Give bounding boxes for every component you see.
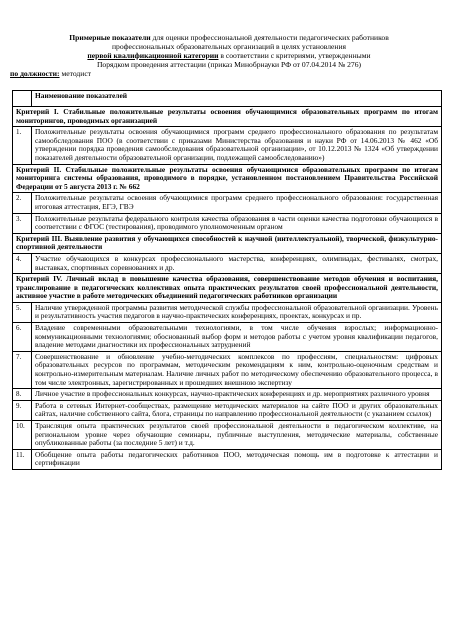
indicator-text: Владение современными образовательными технологиями, в том числе обучения взрослых; информационно-коммуникационными технологиями; обоснованный выбор форм и методов работы с учетом уровня квалификации педагогов, владение методами диагностики их профессиональных затруднений [32, 323, 442, 352]
indicator-row [13, 323, 442, 352]
criterion-title: Критерий I. Стабильные положительные результаты освоения обучающимися образовательных программ по итогам мониторингов, проводимых организацией [13, 107, 442, 127]
indicator-number: 8. [13, 389, 32, 401]
indicator-row [13, 351, 442, 388]
indicator-text: Положительные результаты освоения обучающимися программ среднего профессионального образования: государственная итоговая аттестация, ЕГЭ, ГВЭ [32, 193, 442, 213]
document-header [18, 33, 440, 69]
indicator-number: 1. [13, 127, 32, 164]
indicator-number: 2. [13, 193, 32, 213]
table-header-row [13, 91, 442, 107]
indicator-number: 4. [13, 253, 32, 273]
criterion-row [13, 274, 442, 303]
indicator-row [13, 213, 442, 233]
criterion-title: Критерий IV. Личный вклад в повышение качества образования, совершенствование методов обучения и воспитания, транслирование в педагогических коллективах опыта практических результатов своей профессиональной деятельности, активное участие в работе методических объединений педагогических работников организации [13, 274, 442, 303]
header-line-4: Порядком проведения аттестации (приказ Минобрнауки РФ от 07.04.2014 № 276) [96, 60, 362, 69]
indicator-text: Трансляция опыта практических результатов своей профессиональной деятельности в педагогическом коллективе, на региональном уровне через обучающие семинары, публичные выступления, методические материалы, собственные опубликованные работы (за последние 5 лет) и т.д. [32, 421, 442, 450]
indicator-row [13, 302, 442, 322]
criterion-title: Критерий II. Стабильные положительные результаты освоения обучающимися образовательных программ по итогам мониторинга системы образования, проводимого в порядке, установленном постановлением Правительства Российской Федерации от 5 августа 2013 г. № 662 [13, 164, 442, 193]
criterion-row [13, 107, 442, 127]
indicator-number: 7. [13, 351, 32, 388]
indicator-number: 5. [13, 302, 32, 322]
header-line-3 [18, 51, 440, 60]
table-header-num-cell [13, 91, 32, 107]
indicator-row [13, 449, 442, 469]
indicators-table [12, 90, 442, 470]
header-title-rest: для оценки профессиональной деятельности педагогических работников [150, 33, 389, 42]
indicator-number: 9. [13, 400, 32, 420]
criterion-title: Критерий III. Выявление развития у обучающихся способностей к научной (интеллектуальной), творческой, физкультурно-спортивной деятельности [13, 233, 442, 253]
indicator-row [13, 253, 442, 273]
indicator-number: 11. [13, 449, 32, 469]
indicator-text: Личное участие в профессиональных конкурсах, научно-практических конференциях и др. мероприятиях различного уровня [32, 389, 442, 401]
indicator-row [13, 400, 442, 420]
header-category-rest: в соответствии с критериями, утвержденными [218, 51, 371, 60]
indicator-row [13, 421, 442, 450]
indicator-text: Совершенствование и обновление учебно-методических комплексов по профессиям, специальностям: цифровых образовательных ресурсов по программам, методическим рекомендациям к ним, контрольно-оценочным средствам и контрольно-измерительным материалам. Наличие личных работ по методическому обеспечению образовательного процесса, в том числе электронных, зарегистрированных и прошедших внешнюю экспертизу [32, 351, 442, 388]
position-value: методист [59, 69, 92, 78]
criterion-row [13, 164, 442, 193]
indicator-text: Участие обучающихся в конкурсах профессионального мастерства, конференциях, олимпиадах, фестивалях, смотрах, выставках, спортивных соревнованиях и др. [32, 253, 442, 273]
header-category: первой квалификационной категории [87, 51, 219, 60]
criterion-row [13, 233, 442, 253]
indicator-row [13, 389, 442, 401]
indicator-text: Работа в сетевых Интернет-сообществах, размещение методических материалов на сайте ПОО и других образовательных сайтах, наличие собственного сайта, блога, страницы по направлению профессиональной деятельности (с указанием ссылок) [32, 400, 442, 420]
position-label: по должности: [10, 69, 60, 78]
indicator-row [13, 127, 442, 164]
indicator-number: 3. [13, 213, 32, 233]
indicator-text: Обобщение опыта работы педагогических работников ПОО, методическая помощь им в подготовке к аттестации и сертификации [32, 449, 442, 469]
header-line-2: профессиональных образовательных организаций в целях установления [111, 42, 347, 51]
indicator-text: Наличие утвержденной программы развития методической службы профессиональной образовательной организации. Уровень и результативность участия педагогов в научно-практических конференциях, проектах, конкурсах и пр. [32, 302, 442, 322]
indicator-text: Положительные результаты федерального контроля качества образования в части оценки качества подготовки обучающихся в соответствии с ФГОС (тестирования), проводимого уполномоченным органом [32, 213, 442, 233]
indicator-number: 10. [13, 421, 32, 450]
header-line-1 [18, 33, 440, 42]
indicator-number: 6. [13, 323, 32, 352]
indicator-text: Положительные результаты освоения обучающимися программ среднего профессионального образования по результатам самообследования ПОО (в соответствии с приказами Министерства образования и науки РФ от 14.06.2013 № 462 «Об утверждении порядка проведения самообследования образовательной организации», от 10.12.2013 № 1324 «Об утверждении показателей деятельности образовательной организации, подлежащей самообследованию») [32, 127, 442, 164]
indicator-row [13, 193, 442, 213]
table-header-cell: Наименование показателей [32, 91, 442, 107]
position-line [10, 69, 91, 78]
header-title-bold: Примерные показатели [69, 33, 151, 42]
